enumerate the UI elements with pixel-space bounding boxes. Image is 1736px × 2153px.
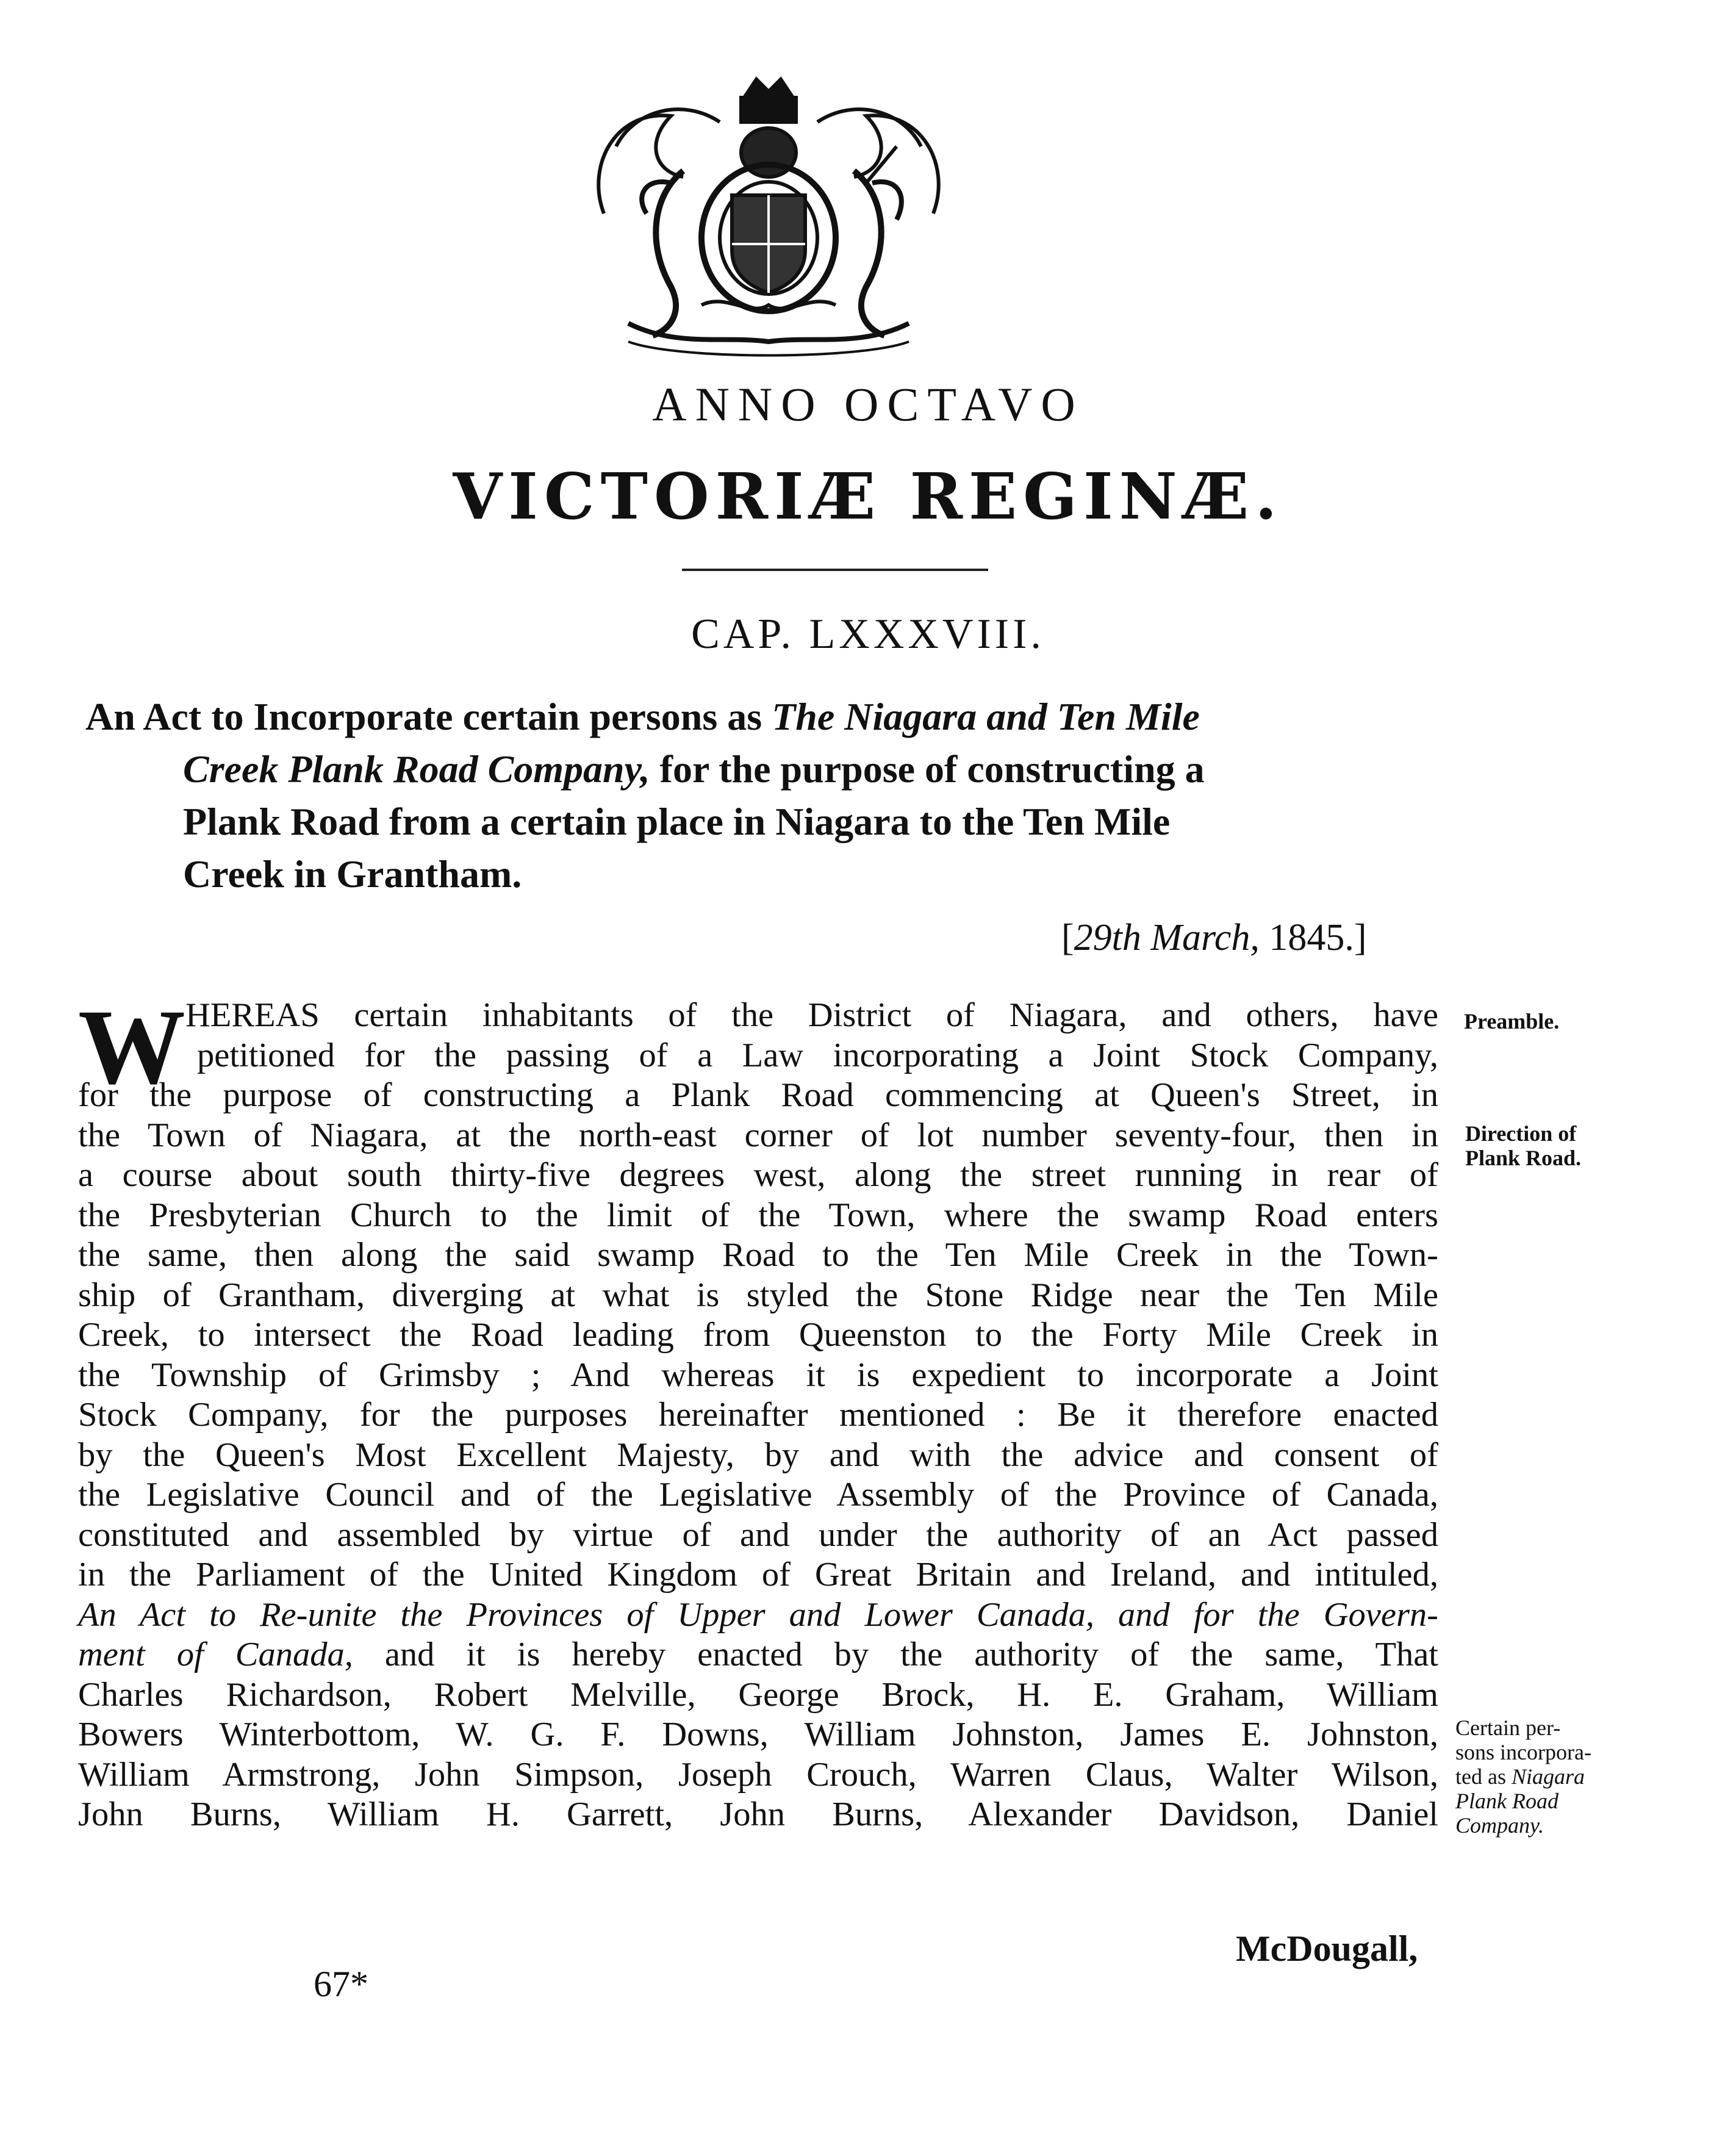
body-line: the Presbyterian Church to the limit of the Town, where the swamp Road enters [78,1196,1438,1234]
body-line: the same, then along the said swamp Road to the Ten Mile Creek in the Town- [78,1236,1438,1274]
body-line: the Township of Grimsby ; And whereas it is expedient to incorporate a Joint [78,1356,1438,1394]
assent-date: [29th March, 1845.] [1061,917,1367,958]
body-line: a course about south thirty-five degrees west, along the street running in rear of [78,1156,1438,1194]
act-body [78,988,1438,1835]
body-line: petitioned for the passing of a Law incorporating a Joint Stock Company, [197,1036,1438,1074]
regnal-year-heading: ANNO OCTAVO [652,378,1084,431]
act-title [85,691,1446,900]
drop-cap: W [78,988,185,1107]
marginal-note-preamble: Preamble. [1464,1009,1560,1033]
body-line: the Town of Niagara, at the north-east corner of lot number seventy-four, then in [78,1116,1438,1154]
body-line: for the purpose of constructing a Plank Road commencing at Queen's Street, in [78,1076,1438,1114]
body-line: An Act to Re-unite the Provinces of Upper and Lower Canada, and for the Govern- [78,1595,1438,1634]
sovereign-heading: VICTORIÆ REGINÆ. [453,459,1283,534]
body-line: the Legislative Council and of the Legislative Assembly of the Province of Canada, [78,1476,1438,1514]
marginal-note-direction: Direction of Plank Road. [1465,1121,1582,1170]
royal-coat-of-arms [579,73,958,360]
title-line: An Act to Incorporate certain persons as The Niagara and Ten Mile [85,695,1200,738]
body-line: ment of Canada, and it is hereby enacted by the authority of the same, That [78,1636,1438,1673]
catchword: McDougall, [1236,1928,1418,1969]
body-line: John Burns, William H. Garrett, John Burns, Alexander Davidson, Daniel [78,1795,1438,1833]
body-line: constituted and assembled by virtue of and under the authority of an Act passed [78,1515,1438,1554]
title-line: Creek in Grantham. [183,852,522,896]
body-line: Charles Richardson, Robert Melville, George Brock, H. E. Graham, William [78,1675,1438,1714]
title-line: Plank Road from a certain place in Niagara to the Ten Mile [183,800,1171,843]
body-line: Creek, to intersect the Road leading from Queenston to the Forty Mile Creek in [78,1316,1438,1354]
body-line: by the Queen's Most Excellent Majesty, by and with the advice and consent of [78,1436,1438,1474]
page-number: 67* [314,1964,368,2004]
divider-rule [682,569,988,571]
body-line: in the Parliament of the United Kingdom of Great Britain and Ireland, and intituled, [78,1556,1438,1594]
marginal-note-incorporation: Certain per- sons incorpora- ted as Niagara Plank Road Company. [1455,1716,1591,1838]
body-line: Stock Company, for the purposes hereinafter mentioned : Be it therefore enacted [78,1396,1438,1434]
body-line: William Armstrong, John Simpson, Joseph Crouch, Warren Claus, Walter Wilson, [78,1755,1438,1794]
body-line: Bowers Winterbottom, W. G. F. Downs, William Johnston, James E. Johnston, [78,1716,1438,1753]
title-line: Creek Plank Road Company, for the purpose of constructing a [183,747,1205,791]
chapter-number: CAP. LXXXVIII. [691,611,1045,658]
body-line: ship of Grantham, diverging at what is styled the Stone Ridge near the Ten Mile [78,1276,1438,1314]
body-line: HEREAS certain inhabitants of the District of Niagara, and others, have [185,996,1438,1034]
